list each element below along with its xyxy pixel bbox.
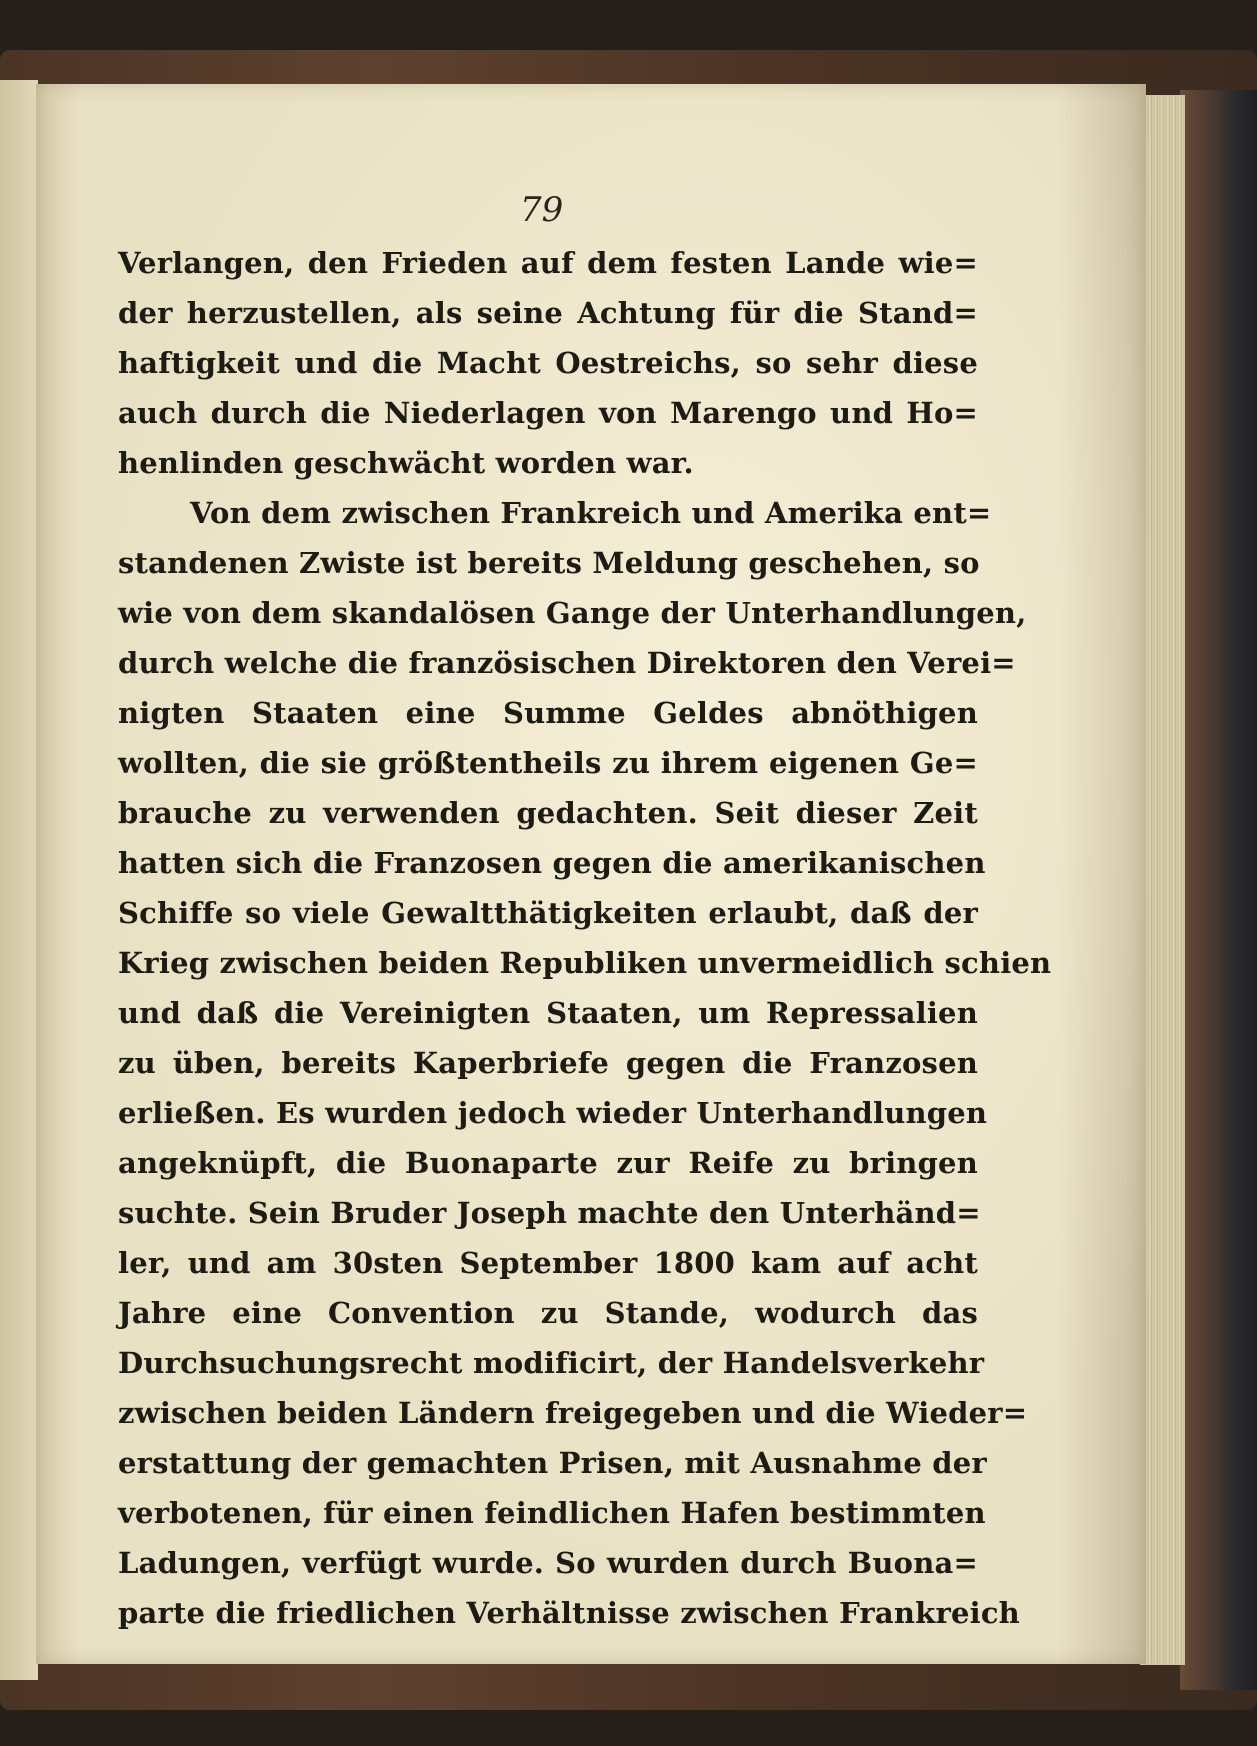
- page-edges: [1140, 95, 1185, 1665]
- text-line: verbotenen, für einen feindlichen Hafen bestimmten: [118, 1496, 986, 1530]
- text-line: standenen Zwiste ist bereits Meldung geschehen, so: [118, 546, 980, 580]
- text-line: Jahre eine Convention zu Stande, wodurch das: [118, 1296, 978, 1330]
- text-line: und daß die Vereinigten Staaten, um Repressalien: [118, 996, 978, 1030]
- text-line: erstattung der gemachten Prisen, mit Ausnahme der: [118, 1446, 987, 1480]
- text-line: Krieg zwischen beiden Republiken unvermeidlich schien: [118, 946, 1052, 980]
- book-spine-edge: [1180, 90, 1257, 1690]
- text-line: Durchsuchungsrecht modificirt, der Handelsverkehr: [118, 1346, 985, 1380]
- text-line: hatten sich die Franzosen gegen die amerikanischen: [118, 846, 986, 880]
- text-line: zwischen beiden Ländern freigegeben und die Wieder=: [118, 1396, 1028, 1430]
- text-line: suchte. Sein Bruder Joseph machte den Unterhänd=: [118, 1196, 981, 1230]
- text-line: auch durch die Niederlagen von Marengo und Ho=: [118, 396, 978, 430]
- text-line: durch welche die französischen Direktoren den Verei=: [118, 646, 1016, 680]
- text-line: Ladungen, verfügt wurde. So wurden durch Buona=: [118, 1546, 978, 1580]
- text-line: zu üben, bereits Kaperbriefe gegen die Franzosen: [118, 1046, 978, 1080]
- text-line: der herzustellen, als seine Achtung für die Stand=: [118, 296, 978, 330]
- text-line: ler, und am 30sten September 1800 kam auf acht: [118, 1246, 978, 1280]
- text-line: wie von dem skandalösen Gange der Unterhandlungen,: [118, 596, 1027, 630]
- text-line: angeknüpft, die Buonaparte zur Reife zu bringen: [118, 1146, 978, 1180]
- text-line: wollten, die sie größtentheils zu ihrem eigenen Ge=: [118, 746, 978, 780]
- body-text: [118, 238, 1052, 1638]
- text-line: brauche zu verwenden gedachten. Seit dieser Zeit: [118, 796, 978, 830]
- text-line: nigten Staaten eine Summe Geldes abnöthigen: [118, 696, 978, 730]
- text-line: haftigkeit und die Macht Oestreichs, so sehr diese: [118, 346, 978, 380]
- text-line: erließen. Es wurden jedoch wieder Unterhandlungen: [118, 1096, 988, 1130]
- facing-page-edge: [0, 80, 38, 1680]
- text-line: henlinden geschwächt worden war.: [118, 446, 694, 480]
- text-line: parte die friedlichen Verhältnisse zwischen Frankreich: [118, 1596, 1020, 1630]
- text-line: Verlangen, den Frieden auf dem festen Lande wie=: [118, 246, 978, 280]
- text-line: Von dem zwischen Frankreich und Amerika ent=: [190, 496, 992, 530]
- page-number: 79: [520, 190, 564, 230]
- text-line: Schiffe so viele Gewaltthätigkeiten erlaubt, daß der: [118, 896, 978, 930]
